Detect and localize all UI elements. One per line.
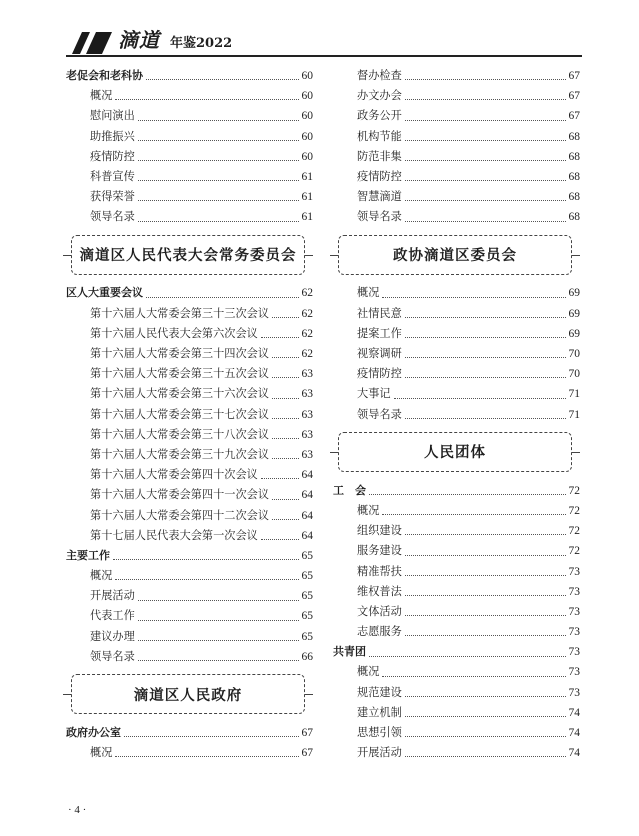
dot-leader [405, 736, 566, 737]
toc-entry-label: 获得荣誉 [90, 190, 135, 204]
toc-entry[interactable] [333, 743, 580, 763]
page-number: · 4 · [68, 804, 87, 816]
dot-leader [405, 696, 566, 697]
toc-entry-label: 智慧滴道 [357, 190, 402, 204]
dot-leader [405, 615, 566, 616]
toc-entry-page: 61 [301, 211, 313, 224]
dot-leader [272, 357, 298, 358]
dot-leader [405, 418, 566, 419]
toc-entry-label: 概况 [357, 286, 380, 300]
toc-chapter-entry[interactable] [333, 481, 580, 501]
toc-entry-label: 区人大重要会议 [66, 286, 143, 300]
toc-entry[interactable] [333, 106, 580, 126]
toc-entry-page: 60 [301, 150, 313, 163]
toc-entry-label: 提案工作 [357, 326, 402, 340]
section-heading-box [338, 235, 572, 275]
dot-leader [405, 317, 566, 318]
toc-entry-page: 73 [568, 565, 580, 578]
toc-entry-page: 60 [301, 130, 313, 143]
toc-entry-label: 开展活动 [90, 589, 135, 603]
dot-leader [405, 337, 566, 338]
toc-entry-page: 60 [301, 110, 313, 123]
toc-entry[interactable] [66, 405, 313, 425]
section-heading: 滴道区人民代表大会常务委员会 [79, 248, 297, 264]
toc-entry-page: 64 [301, 509, 313, 522]
dot-leader [382, 514, 565, 515]
toc-entry-label: 概况 [90, 746, 113, 760]
dot-leader [405, 575, 566, 576]
dot-leader [272, 458, 298, 459]
toc-entry[interactable] [66, 425, 313, 445]
toc-chapter-entry[interactable] [333, 642, 580, 662]
toc-column-left [66, 66, 313, 763]
toc-entry[interactable] [333, 304, 580, 324]
toc-entry[interactable] [66, 207, 313, 227]
toc-entry-label: 第十六届人大常委会第三十九次会议 [90, 447, 270, 461]
toc-entry-label: 疫情防控 [357, 169, 402, 183]
toc-entry[interactable] [333, 207, 580, 227]
toc-entry-page: 60 [301, 69, 313, 82]
dot-leader [146, 297, 299, 298]
toc-entry-page: 67 [301, 747, 313, 760]
dot-leader [124, 736, 299, 737]
dot-leader [405, 595, 566, 596]
toc-entry[interactable] [66, 364, 313, 384]
toc-entry-label: 概况 [90, 89, 113, 103]
toc-entry-label: 规范建设 [357, 685, 402, 699]
toc-entry-label: 领导名录 [90, 649, 135, 663]
toc-entry[interactable] [333, 723, 580, 743]
toc-entry-label: 第十六届人大常委会第三十六次会议 [90, 387, 270, 401]
toc-entry[interactable] [66, 485, 313, 505]
dot-leader [405, 180, 566, 181]
dot-leader [369, 656, 566, 657]
toc-entry-page: 68 [568, 211, 580, 224]
toc-entry-page: 69 [568, 307, 580, 320]
toc-entry-label: 疫情防控 [357, 367, 402, 381]
toc-entry-label: 第十六届人大常委会第四十二次会议 [90, 508, 270, 522]
section-heading-box [338, 432, 572, 472]
toc-column-right [333, 66, 580, 763]
toc-entry[interactable] [333, 344, 580, 364]
toc-entry[interactable] [66, 647, 313, 667]
toc-entry-label: 督办检查 [357, 68, 402, 82]
toc-entry[interactable] [333, 582, 580, 602]
toc-entry-page: 63 [301, 368, 313, 381]
toc-entry-label: 文体活动 [357, 604, 402, 618]
toc-entry[interactable] [66, 187, 313, 207]
toc-entry-label: 概况 [90, 569, 113, 583]
toc-entry[interactable] [66, 526, 313, 546]
toc-entry[interactable] [66, 167, 313, 187]
dot-leader [382, 676, 565, 677]
dot-leader [261, 539, 299, 540]
toc-chapter-entry[interactable] [66, 284, 313, 304]
section-heading: 滴道区人民政府 [133, 687, 243, 704]
toc-entry-label: 开展活动 [357, 746, 402, 760]
dot-leader [138, 140, 299, 141]
toc-entry[interactable] [66, 344, 313, 364]
section-heading: 人民团体 [424, 445, 486, 462]
dot-leader [405, 377, 566, 378]
toc-entry-label: 概况 [357, 665, 380, 679]
toc-entry-page: 74 [568, 747, 580, 760]
toc-entry-label: 科普宣传 [90, 169, 135, 183]
toc-entry[interactable] [66, 445, 313, 465]
toc-entry-label: 领导名录 [357, 407, 402, 421]
dot-leader [261, 478, 299, 479]
toc-entry-label: 建议办理 [90, 629, 135, 643]
dot-leader [138, 160, 299, 161]
toc-entry-page: 63 [301, 428, 313, 441]
toc-entry-page: 63 [301, 448, 313, 461]
dot-leader [272, 519, 298, 520]
dot-leader [138, 620, 299, 621]
toc-entry[interactable] [66, 147, 313, 167]
toc-entry[interactable] [333, 683, 580, 703]
toc-entry-label: 助推振兴 [90, 129, 135, 143]
toc-entry-page: 74 [568, 706, 580, 719]
toc-entry-page: 69 [568, 327, 580, 340]
toc-entry-page: 61 [301, 170, 313, 183]
dot-leader [382, 297, 565, 298]
toc-entry-page: 66 [301, 650, 313, 663]
toc-entry[interactable] [333, 703, 580, 723]
toc-entry-page: 68 [568, 130, 580, 143]
toc-entry-page: 64 [301, 469, 313, 482]
toc-chapter-entry[interactable] [66, 66, 313, 86]
toc-entry-label: 志愿服务 [357, 625, 402, 639]
toc-entry-label: 领导名录 [90, 210, 135, 224]
section-heading-box [71, 674, 305, 714]
dot-leader [138, 660, 299, 661]
toc-entry-label: 维权普法 [357, 584, 402, 598]
toc-entry-label: 防范非集 [357, 149, 402, 163]
toc-entry[interactable] [333, 127, 580, 147]
toc-entry[interactable] [333, 602, 580, 622]
toc-entry-page: 68 [568, 191, 580, 204]
toc-entry-page: 62 [301, 348, 313, 361]
dot-leader [115, 99, 298, 100]
toc-entry[interactable] [333, 167, 580, 187]
dot-leader [138, 200, 299, 201]
toc-entry-page: 61 [301, 191, 313, 204]
toc-entry[interactable] [66, 465, 313, 485]
toc-entry[interactable] [333, 147, 580, 167]
toc-entry-page: 65 [301, 590, 313, 603]
dot-leader [394, 398, 566, 399]
toc-entry-label: 第十六届人民代表大会第六次会议 [90, 326, 258, 340]
toc-entry-page: 71 [568, 408, 580, 421]
dot-leader [369, 494, 566, 495]
toc-entry[interactable] [66, 506, 313, 526]
toc-entry-page: 62 [301, 307, 313, 320]
toc-entry-page: 68 [568, 150, 580, 163]
dot-leader [138, 600, 299, 601]
toc-entry-page: 73 [568, 646, 580, 659]
toc-entry-label: 代表工作 [90, 609, 135, 623]
toc-entry-page: 67 [301, 727, 313, 740]
dot-leader [405, 140, 566, 141]
toc-entry-page: 69 [568, 287, 580, 300]
toc-entry-label: 思想引领 [357, 726, 402, 740]
toc-entry[interactable] [333, 66, 580, 86]
dot-leader [405, 357, 566, 358]
dot-leader [261, 337, 299, 338]
dot-leader [113, 559, 299, 560]
toc-entry-label: 第十六届人大常委会第四十次会议 [90, 468, 258, 482]
toc-entry-label: 组织建设 [357, 524, 402, 538]
yearbook-title: 滴道 [118, 28, 160, 52]
toc-entry-label: 工 会 [333, 483, 366, 497]
toc-entry[interactable] [66, 106, 313, 126]
toc-entry-label: 政务公开 [357, 109, 402, 123]
dot-leader [138, 180, 299, 181]
toc-entry-page: 65 [301, 610, 313, 623]
dot-leader [405, 716, 566, 717]
toc-entry-page: 72 [568, 484, 580, 497]
dot-leader [272, 418, 298, 419]
toc-entry[interactable] [66, 566, 313, 586]
toc-entry-label: 第十六届人大常委会第三十五次会议 [90, 367, 270, 381]
toc-entry[interactable] [66, 304, 313, 324]
toc-entry[interactable] [66, 586, 313, 606]
dot-leader [405, 756, 566, 757]
dot-leader [405, 555, 566, 556]
toc-entry-label: 社情民意 [357, 306, 402, 320]
dot-leader [272, 377, 298, 378]
toc-entry[interactable] [333, 86, 580, 106]
toc-entry-label: 办文办会 [357, 89, 402, 103]
toc-entry-page: 60 [301, 90, 313, 103]
header-rule [66, 55, 582, 57]
dot-leader [405, 534, 566, 535]
toc-entry-label: 第十六届人大常委会第三十七次会议 [90, 407, 270, 421]
toc-entry[interactable] [333, 405, 580, 425]
toc-entry-label: 第十六届人大常委会第三十三次会议 [90, 306, 270, 320]
toc-entry-label: 视察调研 [357, 347, 402, 361]
toc-entry[interactable] [333, 562, 580, 582]
dot-leader [405, 79, 566, 80]
toc-entry-page: 64 [301, 529, 313, 542]
toc-entry[interactable] [66, 86, 313, 106]
toc-entry-page: 70 [568, 368, 580, 381]
dot-leader [115, 756, 298, 757]
dot-leader [405, 635, 566, 636]
toc-entry[interactable] [333, 364, 580, 384]
toc-entry-page: 72 [568, 525, 580, 538]
toc-entry-page: 72 [568, 504, 580, 517]
toc-chapter-entry[interactable] [66, 723, 313, 743]
dot-leader [272, 317, 298, 318]
dot-leader [405, 120, 566, 121]
toc-entry-page: 67 [568, 69, 580, 82]
dot-leader [405, 160, 566, 161]
toc-entry-label: 第十六届人大常委会第三十四次会议 [90, 347, 270, 361]
toc-entry[interactable] [333, 541, 580, 561]
toc-entry[interactable] [333, 622, 580, 642]
toc-entry-label: 精准帮扶 [357, 564, 402, 578]
toc-entry-label: 老促会和老科协 [66, 68, 143, 82]
toc-entry-page: 68 [568, 170, 580, 183]
toc-entry-page: 64 [301, 489, 313, 502]
toc-entry[interactable] [333, 384, 580, 404]
toc-entry-label: 第十七届人民代表大会第一次会议 [90, 528, 258, 542]
toc-entry[interactable] [333, 284, 580, 304]
toc-entry[interactable] [333, 663, 580, 683]
toc-chapter-entry[interactable] [66, 546, 313, 566]
toc-entry[interactable] [66, 384, 313, 404]
toc-entry-page: 74 [568, 727, 580, 740]
page-header [66, 22, 582, 58]
toc-entry[interactable] [333, 187, 580, 207]
toc-entry-page: 62 [301, 287, 313, 300]
dot-leader [146, 79, 299, 80]
toc-entry-label: 主要工作 [66, 548, 110, 562]
toc-entry-page: 65 [301, 630, 313, 643]
toc-entry-label: 政府办公室 [66, 726, 121, 740]
toc-entry-page: 65 [301, 570, 313, 583]
yearbook-year: 年鉴2022 [170, 36, 233, 51]
toc-entry[interactable] [333, 521, 580, 541]
toc-entry-page: 72 [568, 545, 580, 558]
toc-entry-label: 建立机制 [357, 705, 402, 719]
section-heading: 政协滴道区委员会 [393, 248, 517, 264]
toc-entry-page: 70 [568, 348, 580, 361]
dot-leader [138, 221, 299, 222]
toc-entry-label: 大事记 [357, 387, 391, 401]
toc-entry[interactable] [333, 324, 580, 344]
dot-leader [405, 99, 566, 100]
toc-entry-label: 第十六届人大常委会第四十一次会议 [90, 488, 270, 502]
section-heading-box [71, 235, 305, 275]
toc-entry-page: 63 [301, 408, 313, 421]
toc-entry-page: 73 [568, 585, 580, 598]
toc-entry-page: 73 [568, 666, 580, 679]
toc-entry-page: 62 [301, 327, 313, 340]
dot-leader [405, 200, 566, 201]
dot-leader [272, 499, 298, 500]
toc-entry-page: 65 [301, 549, 313, 562]
toc-entry-label: 机构节能 [357, 129, 402, 143]
header-stripes-icon [66, 32, 112, 54]
toc-entry-page: 67 [568, 90, 580, 103]
dot-leader [115, 579, 298, 580]
toc-entry[interactable] [66, 627, 313, 647]
toc-entry-label: 领导名录 [357, 210, 402, 224]
toc-entry-page: 73 [568, 626, 580, 639]
toc-entry[interactable] [333, 501, 580, 521]
dot-leader [138, 120, 299, 121]
toc-entry-page: 73 [568, 605, 580, 618]
dot-leader [138, 640, 299, 641]
toc-entry[interactable] [66, 324, 313, 344]
toc-entry-label: 疫情防控 [90, 149, 135, 163]
toc-entry[interactable] [66, 607, 313, 627]
toc-entry-label: 慰问演出 [90, 109, 135, 123]
toc-entry-label: 共青团 [333, 645, 366, 659]
dot-leader [272, 438, 298, 439]
toc-entry-page: 71 [568, 388, 580, 401]
dot-leader [272, 398, 298, 399]
toc-entry-label: 概况 [357, 503, 380, 517]
dot-leader [405, 221, 566, 222]
toc-entry[interactable] [66, 743, 313, 763]
toc-entry-page: 63 [301, 388, 313, 401]
toc-entry-label: 服务建设 [357, 544, 402, 558]
toc-entry-page: 67 [568, 110, 580, 123]
toc-entry-page: 73 [568, 686, 580, 699]
toc-entry-label: 第十六届人大常委会第三十八次会议 [90, 427, 270, 441]
toc-entry[interactable] [66, 127, 313, 147]
